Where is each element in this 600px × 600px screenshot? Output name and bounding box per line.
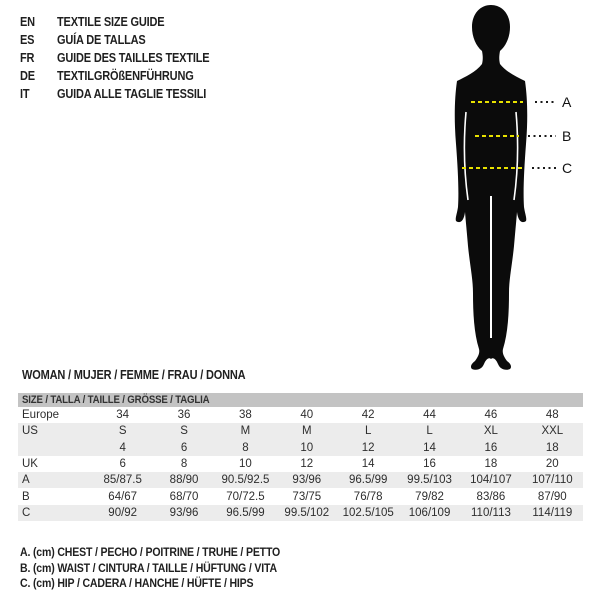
size-cell: 34: [116, 409, 130, 422]
size-cell: 48: [545, 409, 559, 422]
size-table-header: [18, 393, 583, 407]
size-cell: 18: [545, 441, 559, 454]
language-title: GUÍA DE TALLAS: [57, 33, 146, 47]
size-cell: 68/70: [169, 490, 199, 503]
size-cell: 90/92: [108, 506, 138, 519]
marker-label-a: A: [562, 94, 572, 110]
measurement-legend: [20, 545, 316, 592]
size-cell: 107/110: [531, 474, 573, 487]
section-title-text: WOMAN / MUJER / FEMME / FRAU / DONNA: [22, 368, 246, 382]
language-title-row: [20, 85, 230, 103]
size-table-row: [18, 472, 583, 488]
marker-label-c: C: [562, 160, 573, 176]
marker-label-b: B: [562, 128, 572, 144]
language-title: TEXTILGRÖßENFÜHRUNG: [57, 69, 194, 83]
size-cell: 70/72.5: [226, 490, 265, 503]
size-cell: 10: [239, 458, 252, 471]
size-table-row: [18, 440, 583, 456]
size-row-label: US: [22, 425, 38, 438]
size-cell: 10: [300, 441, 314, 454]
measurement-legend-text: A. (cm) CHEST / PECHO / POITRINE / TRUHE / PETTO: [20, 545, 281, 559]
size-cell: 99.5/103: [407, 474, 452, 487]
size-table-row: [18, 407, 583, 423]
size-table-row: [18, 423, 583, 439]
size-cell: L: [426, 425, 433, 438]
size-table-row: [18, 488, 583, 504]
size-cell: 6: [119, 458, 126, 471]
size-cell: 96.5/99: [226, 506, 265, 519]
size-cell: 83/86: [476, 490, 506, 503]
size-cell: 12: [300, 458, 314, 471]
size-table-row: [18, 456, 583, 472]
size-table-body: [18, 407, 583, 521]
size-row-label: A: [22, 474, 30, 487]
size-cell: 85/87.5: [103, 474, 142, 487]
size-cell: 12: [361, 441, 375, 454]
size-cell: 46: [484, 409, 498, 422]
size-row-label: B: [22, 490, 30, 503]
size-cell: 6: [180, 441, 188, 454]
size-cell: 42: [361, 409, 375, 422]
size-cell: 96.5/99: [349, 474, 388, 487]
size-cell: M: [302, 425, 312, 438]
size-cell: 44: [423, 409, 436, 422]
language-title-row: [20, 31, 230, 49]
size-cell: 76/78: [353, 490, 383, 503]
language-title-row: [20, 67, 230, 85]
language-title-row: [20, 49, 230, 67]
measurement-legend-text: B. (cm) WAIST / CINTURA / TAILLE / HÜFTUNG / VITA: [20, 560, 277, 575]
size-cell: 36: [177, 409, 191, 422]
size-cell: 114/119: [532, 506, 573, 519]
size-cell: XXL: [541, 425, 564, 438]
language-title: GUIDA ALLE TAGLIE TESSILI: [57, 87, 207, 101]
size-cell: 102.5/105: [342, 506, 394, 519]
section-title-woman: [22, 368, 276, 382]
size-table-header-text: SIZE / TALLA / TAILLE / GRÖSSE / TAGLIA: [22, 394, 210, 406]
size-cell: 93/96: [169, 506, 199, 519]
size-table-row: [18, 505, 583, 521]
language-title: TEXTILE SIZE GUIDE: [57, 15, 165, 29]
size-cell: 16: [484, 441, 498, 454]
size-cell: XL: [483, 425, 498, 438]
language-title: GUIDE DES TAILLES TEXTILE: [57, 51, 210, 65]
size-cell: 99.5/102: [284, 506, 330, 519]
size-cell: 104/107: [470, 474, 512, 487]
size-cell: 4: [119, 441, 126, 454]
size-cell: 79/82: [415, 490, 444, 503]
language-code: EN: [20, 15, 35, 29]
size-cell: 38: [239, 409, 252, 422]
size-cell: M: [240, 425, 251, 438]
woman-silhouette-figure: [415, 0, 600, 380]
size-row-label: Europe: [22, 409, 60, 422]
size-cell: 64/67: [108, 490, 138, 503]
size-cell: 73/75: [292, 490, 322, 503]
size-table: [18, 393, 583, 521]
size-cell: 16: [423, 458, 436, 471]
size-cell: L: [364, 425, 372, 438]
measurement-legend-text: C. (cm) HIP / CADERA / HANCHE / HÜFTE / HIPS: [20, 576, 254, 590]
language-code: ES: [20, 33, 35, 47]
language-title-row: [20, 13, 230, 31]
language-code: IT: [20, 87, 30, 101]
measurement-legend-row: [20, 576, 316, 592]
size-cell: 14: [423, 441, 436, 454]
woman-figure-panel: [415, 0, 600, 380]
measurement-legend-row: [20, 545, 316, 561]
size-cell: 8: [242, 441, 249, 454]
language-code: FR: [20, 51, 35, 65]
size-cell: 8: [180, 458, 188, 471]
size-cell: 14: [361, 458, 375, 471]
size-cell: S: [180, 425, 188, 438]
size-cell: 20: [545, 458, 559, 471]
size-cell: 88/90: [169, 474, 199, 487]
size-row-label: C: [22, 506, 31, 519]
language-title-list: [20, 13, 230, 103]
size-cell: 40: [300, 409, 314, 422]
size-row-label: UK: [22, 458, 38, 471]
size-cell: 18: [484, 458, 498, 471]
size-cell: 90.5/92.5: [221, 474, 270, 487]
size-cell: S: [118, 425, 127, 438]
size-cell: 110/113: [471, 506, 511, 519]
size-cell: 87/90: [537, 490, 567, 503]
language-code: DE: [20, 69, 35, 83]
measurement-legend-row: [20, 561, 316, 577]
size-cell: 93/96: [292, 474, 322, 487]
size-cell: 106/109: [408, 506, 451, 519]
